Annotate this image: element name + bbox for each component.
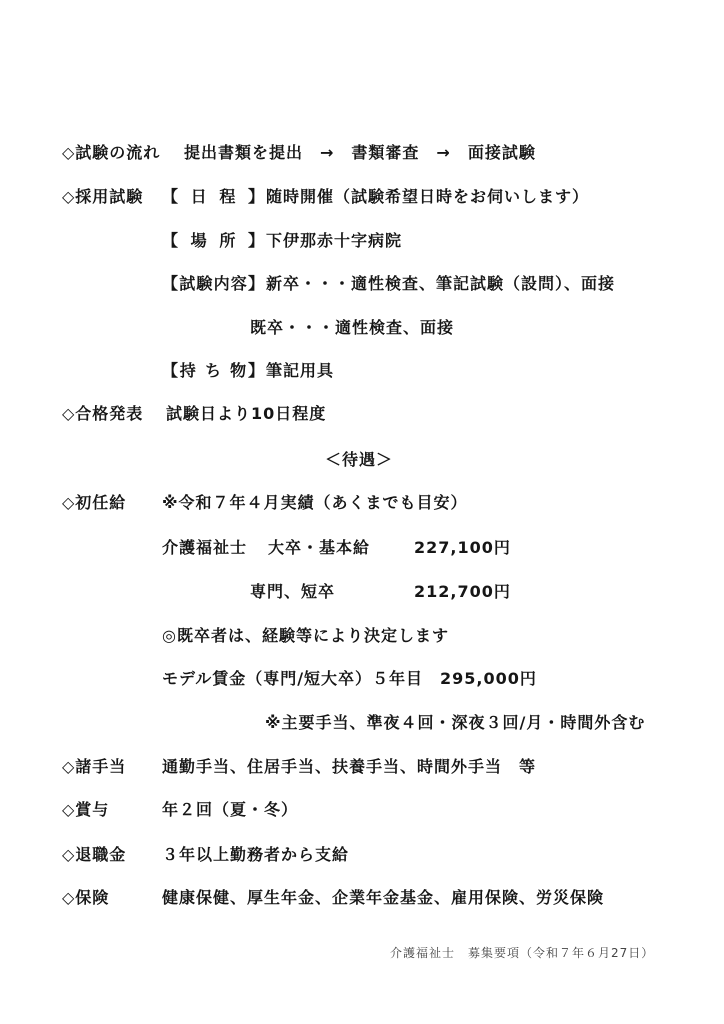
exam-content-row-2 bbox=[0, 318, 724, 338]
starting-salary-note: ※令和７年４月実績（あくまでも目安） bbox=[162, 493, 468, 512]
belongings-row bbox=[0, 361, 724, 381]
exam-content-key: 【試験内容】 bbox=[162, 274, 264, 293]
schedule-value: 随時開催（試験希望日時をお伺いします） bbox=[266, 187, 590, 206]
result-announcement-row bbox=[0, 404, 724, 424]
location-row bbox=[0, 231, 724, 251]
model-wage-row bbox=[0, 669, 724, 689]
insurance-label: ◇保険 bbox=[62, 888, 110, 907]
schedule-key: 【 日 程 】 bbox=[162, 187, 264, 206]
belongings-key: 【持 ち 物】 bbox=[162, 361, 264, 380]
treatment-heading-row bbox=[0, 450, 724, 470]
model-wage-note-row bbox=[0, 713, 724, 733]
allowances-text: 通勤手当、住居手当、扶養手当、時間外手当 等 bbox=[162, 757, 537, 776]
bonus-text: 年２回（夏・冬） bbox=[162, 800, 299, 819]
salary-table-row bbox=[0, 538, 724, 558]
model-wage-amount: 295,000円 bbox=[440, 669, 537, 688]
bonus-row bbox=[0, 800, 724, 820]
belongings-value: 筆記用具 bbox=[266, 361, 335, 380]
model-wage-label: モデル賃金（専門/短大卒）５年目 bbox=[162, 669, 424, 688]
insurance-text: 健康保健、厚生年金、企業年金基金、雇用保険、労災保険 bbox=[162, 888, 605, 907]
salary-amount: 212,700円 bbox=[414, 582, 511, 601]
salary-amount: 227,100円 bbox=[414, 538, 511, 557]
insurance-row bbox=[0, 888, 724, 908]
starting-salary-row bbox=[0, 493, 724, 513]
location-value: 下伊那赤十字病院 bbox=[266, 231, 403, 250]
salary-qualification: 介護福祉士 bbox=[162, 538, 248, 557]
starting-salary-label: ◇初任給 bbox=[62, 493, 127, 512]
exam-flow-row bbox=[0, 143, 724, 163]
experienced-note-row bbox=[0, 626, 724, 646]
result-announcement-label: ◇合格発表 bbox=[62, 404, 144, 423]
exam-content-experienced: 既卒・・・適性検査、面接 bbox=[250, 318, 455, 337]
model-wage-note: ※主要手当、準夜４回・深夜３回/月・時間外含む bbox=[265, 713, 646, 732]
exam-content-new-grad: 新卒・・・適性検査、筆記試験（設問）、面接 bbox=[266, 274, 616, 293]
page-footer: 介護福祉士 募集要項（令和７年６月27日） bbox=[390, 946, 655, 960]
location-key: 【 場 所 】 bbox=[162, 231, 264, 250]
retirement-label: ◇退職金 bbox=[62, 845, 127, 864]
result-announcement-text: 試験日より10日程度 bbox=[166, 404, 327, 423]
retirement-row bbox=[0, 845, 724, 865]
treatment-heading: ＜待遇＞ bbox=[325, 450, 394, 469]
recruitment-exam-label: ◇採用試験 bbox=[62, 187, 144, 206]
allowances-row bbox=[0, 757, 724, 777]
allowances-label: ◇諸手当 bbox=[62, 757, 127, 776]
retirement-text: ３年以上勤務者から支給 bbox=[162, 845, 350, 864]
bonus-label: ◇賞与 bbox=[62, 800, 110, 819]
experienced-note: ◎既卒者は、経験等により決定します bbox=[162, 626, 449, 645]
salary-table-row bbox=[0, 582, 724, 602]
exam-flow-text: 提出書類を提出 → 書類審査 → 面接試験 bbox=[184, 143, 536, 162]
recruitment-exam-row bbox=[0, 187, 724, 207]
exam-content-row bbox=[0, 274, 724, 294]
salary-education: 大卒・基本給 bbox=[268, 538, 371, 557]
exam-flow-label: ◇試験の流れ bbox=[62, 143, 161, 162]
salary-education: 専門、短卒 bbox=[250, 582, 336, 601]
